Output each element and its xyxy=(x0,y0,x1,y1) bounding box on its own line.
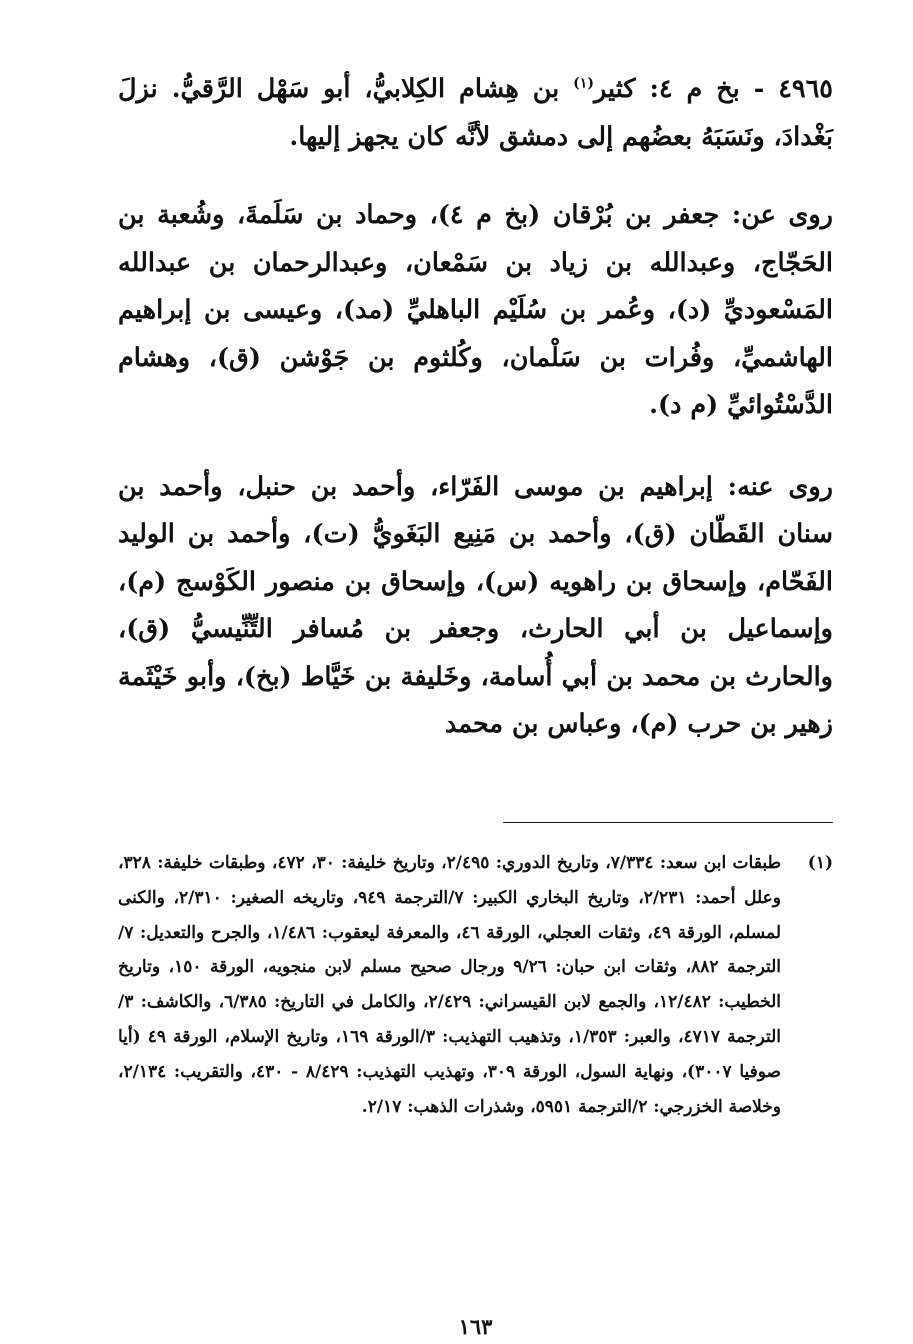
book-page xyxy=(118,66,833,1339)
footnote-number: (١) xyxy=(807,853,833,873)
narrated-from-text: جعفر بن بُرْقان (بخ م ٤)، وحماد بن سَلَمةَ، وشُعبة بن الحَجّاج، وعبدالله بن زياد بن سَمْعان، وعبدالرحمان بن عبدالله المَسْعوديِّ (د)، وعُمر بن سُلَيْم الباهليِّ (مد)، وعيسى بن إبراهيم الهاشميِّ، وفُرات بن سَلْمان، وكُلثوم بن جَوْشن (ق)، وهشام الدَّسْتُوائيِّ (م د). xyxy=(118,200,833,420)
footnote-divider xyxy=(503,822,833,823)
main-text xyxy=(118,66,833,749)
page-number: ١٦٣ xyxy=(458,1314,493,1339)
entry-text: بن هِشام الكِلابيُّ، أبو سَهْل الرَّقيُّ. نزلَ بَغْدادَ، ونَسَبَهُ بعضُهم إلى دمشق لأنَّه كان يجهز إليها. xyxy=(118,74,833,152)
entry-heading: ٤٩٦٥ - بخ م ٤: كثير xyxy=(593,74,833,104)
narrated-by-text: إبراهيم بن موسى الفَرّاء، وأحمد بن حنبل، وأحمد بن سنان القَطّان (ق)، وأحمد بن مَنِيع البَغَويُّ (ت)، وأحمد بن الوليد الفَحّام، وإسحاق بن راهويه (س)، وإسحاق بن منصور الكَوْسج (م)، وإسماعيل بن أبي الحارث، وجعفر بن مُسافر التِّنِّيسيُّ (ق)، والحارث بن محمد بن أبي أُسامة، وخَليفة بن خَيَّاط (بخ)، وأبو خَيْثَمة زهير بن حرب (م)، وعباس بن محمد xyxy=(118,471,833,739)
footnote-reference: (١) xyxy=(573,75,594,92)
footnotes xyxy=(118,846,833,1124)
footnote-text: طبقات ابن سعد: ٧/٣٣٤، وتاريخ الدوري: ٢/٤٩٥، وتاريخ خليفة: ٣٠، ٤٧٢، وطبقات خليفة: ٣٢٨، وعلل أحمد: ٢/٢٣١، وتاريخ البخاري الكبير: ٧/الترجمة ٩٤٩، وتاريخه الصغير: ٢/٣١٠، والكنى لمسلم، الورقة ٤٩، وثقات العجلي، الورقة ٤٦، والمعرفة ليعقوب: ١/٤٨٦، والجرح والتعديل: ٧/الترجمة ٨٨٢، وثقات ابن حبان: ٩/٢٦ ورجال صحيح مسلم لابن منجويه، الورقة ١٥٠، وتاريخ الخطيب: ١٢/٤٨٢، والجمع لابن القيسراني: ٢/٤٢٩، والكامل في التاريخ: ٦/٣٨٥، والكاشف: ٣/الترجمة ٤٧١٧، والعبر: ١/٣٥٣، وتذهيب التهذيب: ٣/الورقة ١٦٩، وتاريخ الإسلام، الورقة ٤٩ (أيا صوفيا ٣٠٠٧)، ونهاية السول، الورقة ٣٠٩، وتهذيب التهذيب: ٨/٤٢٩ - ٤٣٠، والتقريب: ٢/١٣٤، وخلاصة الخزرجي: ٢/الترجمة ٥٩٥١، وشذرات الذهب: ٢/١٧. xyxy=(118,853,782,1117)
narrated-from-lead: روى عن: xyxy=(731,200,833,230)
footnote-item xyxy=(118,846,833,1124)
entry-paragraph xyxy=(118,66,833,161)
narrated-by-paragraph xyxy=(118,464,833,749)
narrated-by-lead: روى عنه: xyxy=(727,471,833,502)
narrated-from-paragraph xyxy=(118,192,833,430)
